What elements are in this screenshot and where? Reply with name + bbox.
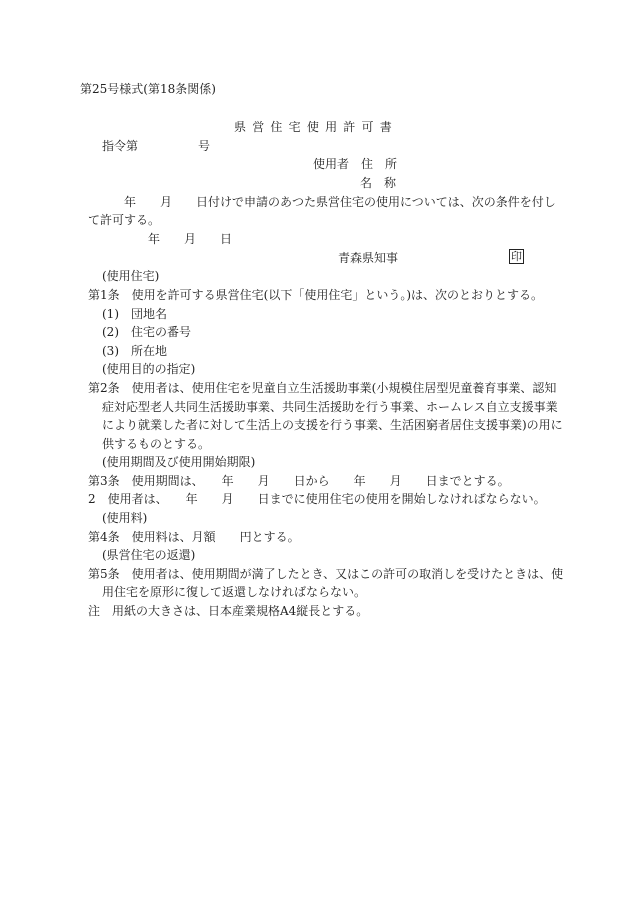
body-text-line: て許可する。 — [88, 213, 161, 227]
applicant-name-label: 名 称 — [360, 176, 397, 190]
article-heading: (使用目的の指定) — [102, 362, 196, 376]
article-4: 第4条 使用料は、月額 円とする。 — [88, 530, 300, 544]
page-title: 県 営 住 宅 使 用 許 可 書 — [234, 120, 393, 134]
article-5: 用住宅を原形に復して返還しなければならない。 — [102, 585, 367, 599]
paper-size-note: 注 用紙の大きさは、日本産業規格A4縦長とする。 — [88, 604, 369, 618]
issuer-name: 青森県知事 — [338, 251, 399, 265]
article-5: 第5条 使用者は、使用期間が満了したとき、又はこの許可の取消しを受けたときは、使 — [88, 567, 564, 581]
body-text-line: 年 月 日付けで申請のあつた県営住宅の使用については、次の条件を付し — [124, 195, 556, 209]
form-number: 第25号様式(第18条関係) — [80, 82, 216, 96]
article-2: により就業した者に対して生活上の支援を行う事業、生活困窮者居住支援事業)の用に — [102, 418, 563, 432]
article-2: 症対応型老人共同生活援助事業、共同生活援助を行う事業、ホームレス自立支援事業 — [102, 400, 558, 414]
article-heading: (使用料) — [102, 511, 148, 525]
article-1: 第1条 使用を許可する県営住宅(以下「使用住宅」という。)は、次のとおりとする。 — [88, 288, 544, 302]
article-2: 供するものとする。 — [102, 437, 211, 451]
designation-number: 指令第 号 — [102, 139, 211, 153]
article-3: 第3条 使用期間は、 年 月 日から 年 月 日までとする。 — [88, 474, 510, 488]
seal-mark: 印 — [511, 250, 522, 263]
article-heading: (使用住宅) — [102, 269, 160, 283]
list-item: (1) 団地名 — [102, 307, 167, 321]
article-3-paragraph-2: 2 使用者は、 年 月 日までに使用住宅の使用を開始しなければならない。 — [88, 492, 546, 506]
applicant-address-label: 使用者 住 所 — [313, 157, 398, 171]
issue-date: 年 月 日 — [148, 232, 233, 246]
list-item: (2) 住宅の番号 — [102, 325, 191, 339]
article-heading: (使用期間及び使用開始期限) — [102, 455, 256, 469]
article-2: 第2条 使用者は、使用住宅を児童自立生活援助事業(小規模住居型児童養育事業、認知 — [88, 381, 557, 395]
article-heading: (県営住宅の返還) — [102, 548, 196, 562]
list-item: (3) 所在地 — [102, 344, 167, 358]
